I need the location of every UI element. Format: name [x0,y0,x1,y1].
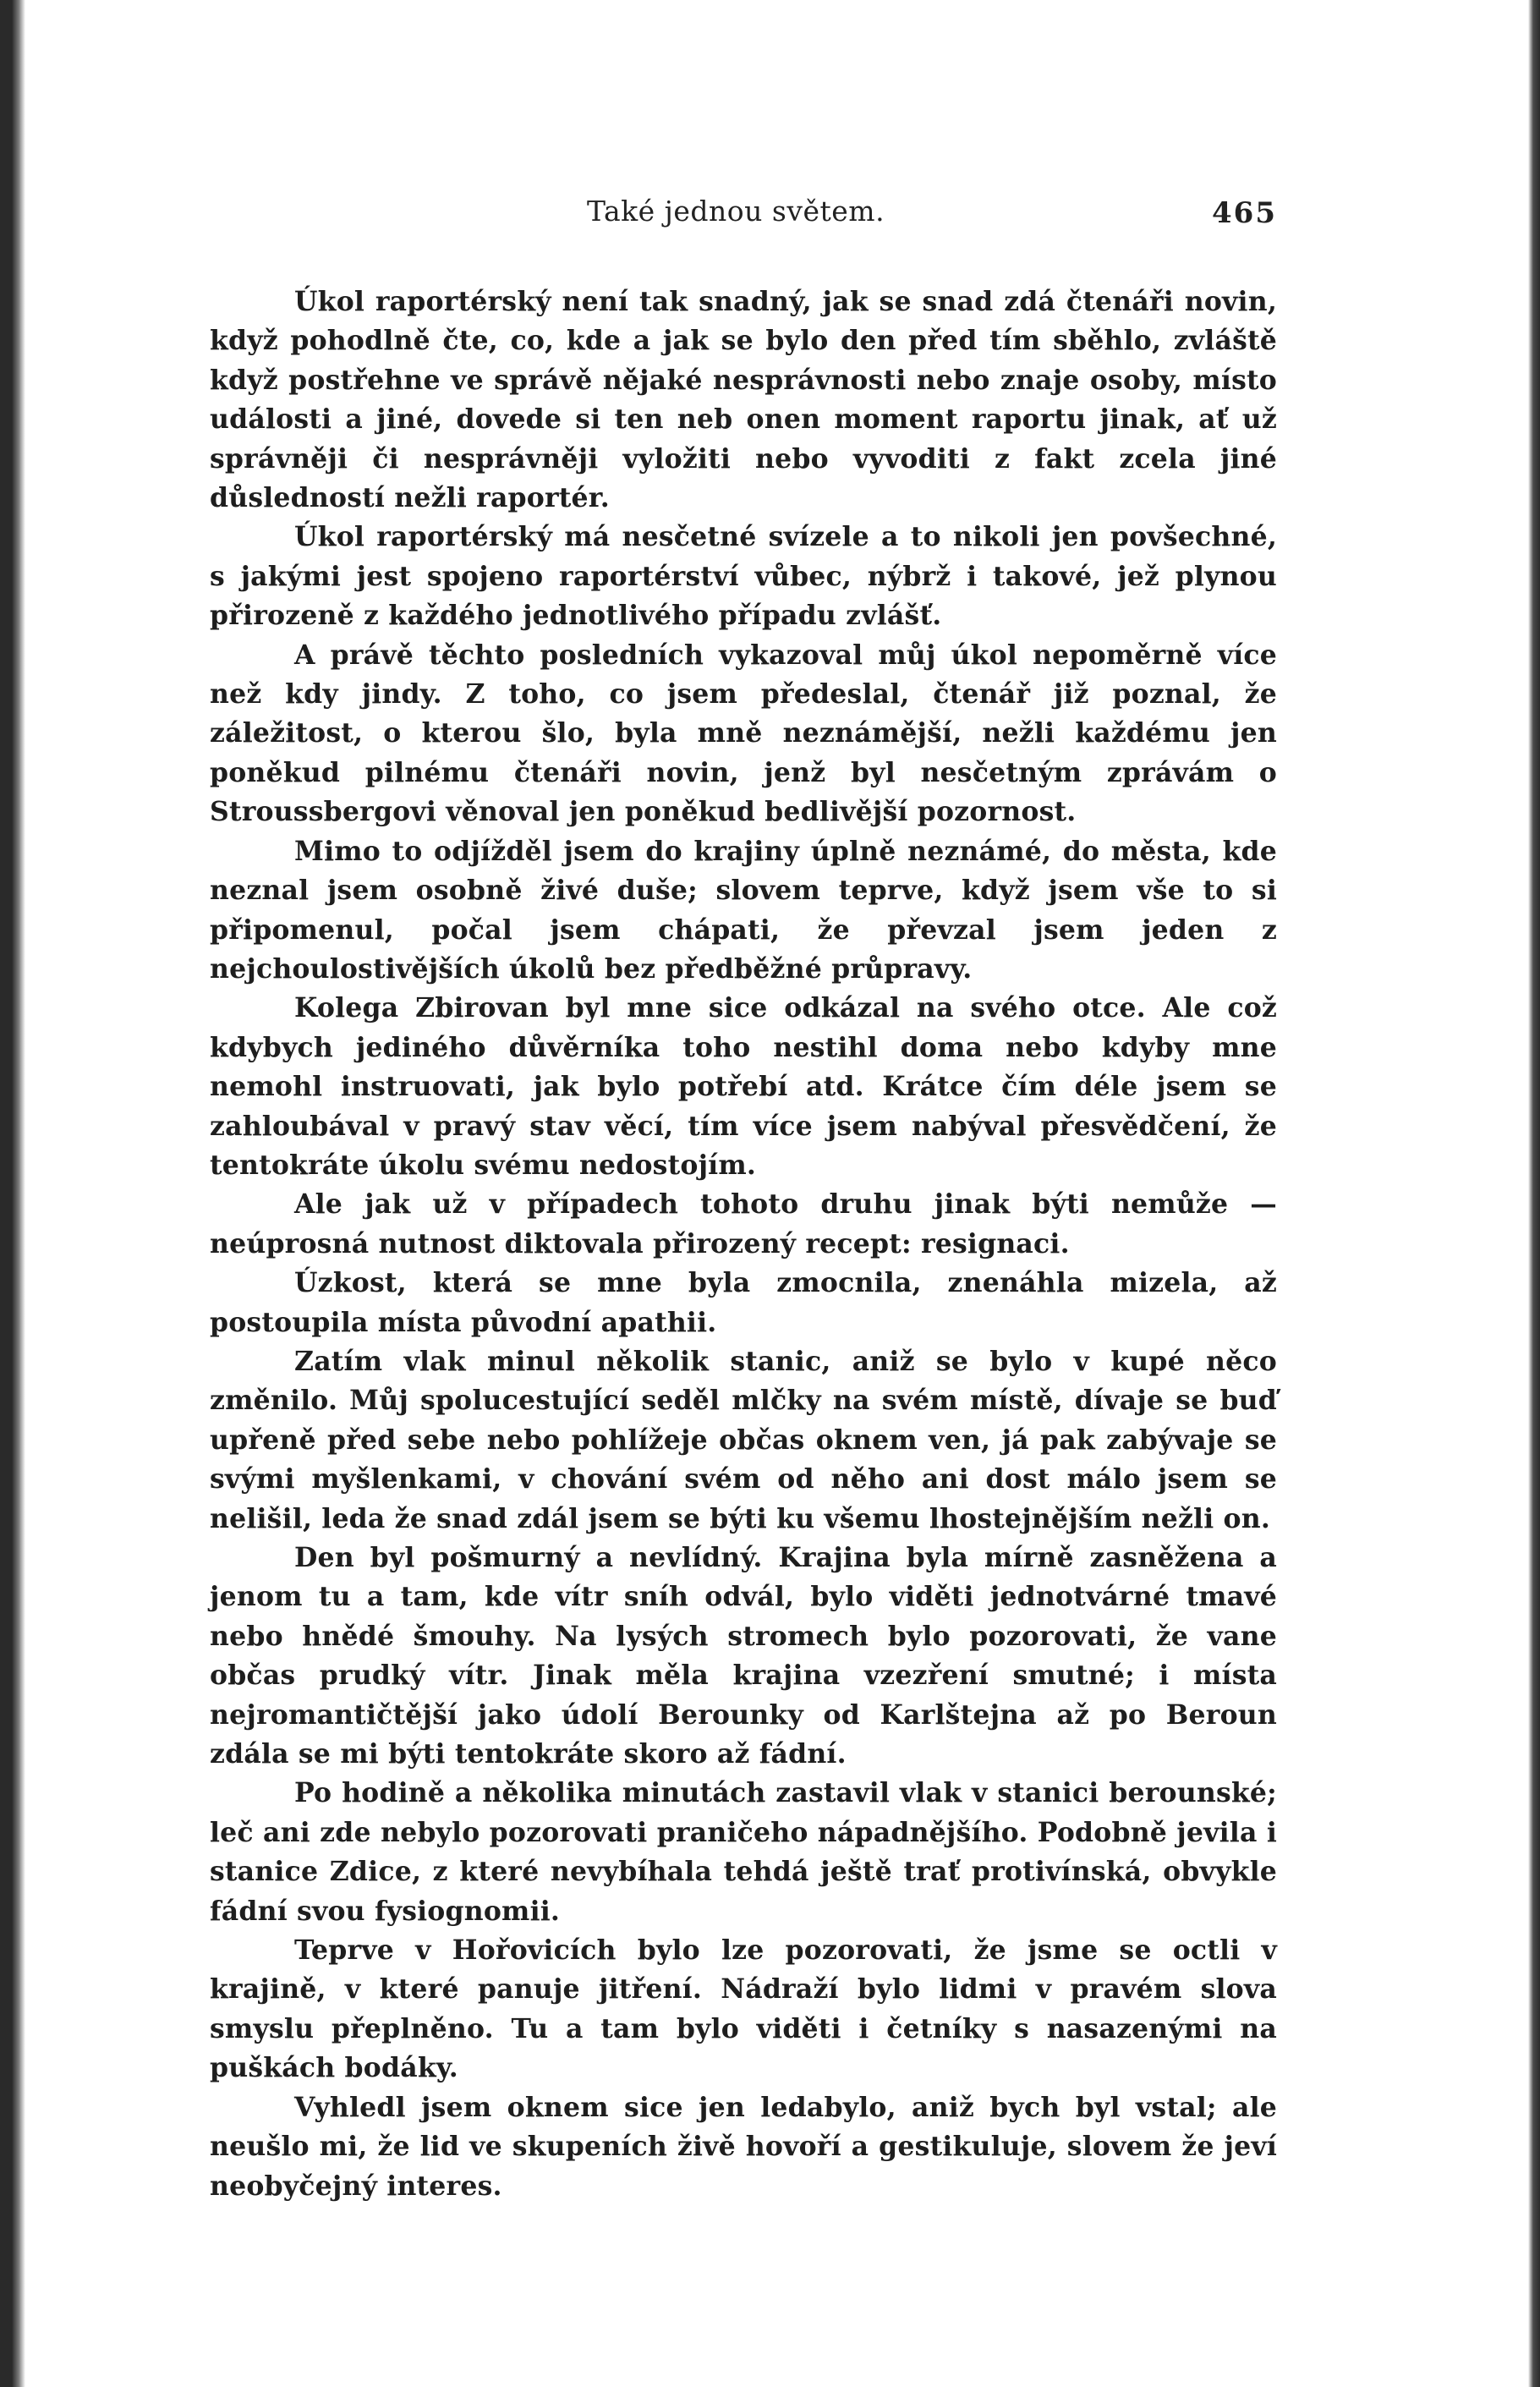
paragraph: Po hodině a několika minutách zastavil vlak v stanici berounské; leč ani zde nebylo pozorovati praničeho nápadnějšího. Podobně jevila i stanice Zdice, z které nevybíhala tehdá ještě trať protivínská, obvykle fádní svou fysiognomii. [210,1777,1277,1927]
paragraph: A právě těchto posledních vykazoval můj úkol nepoměrně více než kdy jindy. Z toho, co jsem předeslal, čtenář již poznal, že záležitost, o kterou šlo, byla mně neznámější, nežli každému jen poněkud pilnému čtenáři novin, jenž byl nesčetným zprávám o Stroussbergovi věnoval jen poněkud bedlivější pozornost. [210,639,1277,828]
paragraph: Zatím vlak minul několik stanic, aniž se bylo v kupé něco změnilo. Můj spolucestující seděl mlčky na svém místě, dívaje se buď upřeně před sebe nebo pohlížeje občas oknem ven, já pak zabývaje se svými myšlenkami, v chování svém od něho ani dost málo jsem se nelišil, leda že snad zdál jsem se býti ku všemu lhostejnějším nežli on. [210,1345,1277,1534]
paragraph: Úkol raportérský má nesčetné svízele a to nikoli jen povšechné, s jakými jest spojeno raportérství vůbec, nýbrž i takové, jež plynou přirozeně z každého jednotlivého případu zvlášť. [210,521,1277,632]
paragraph: Den byl pošmurný a nevlídný. Krajina byla mírně zasněžena a jenom tu a tam, kde vítr sníh odvál, bylo viděti jednotvárné tmavé nebo hnědé šmouhy. Na lysých stromech bylo pozorovati, že vane občas prudký vítr. Jinak měla krajina vzezření smutné; i místa nejromantičtější jako údolí Berounky od Karlštejna až po Beroun zdála se mi býti tentokráte skoro až fádní. [210,1542,1277,1770]
paragraph: Teprve v Hořovicích bylo lze pozorovati, že jsme se octli v krajině, v které panuje jitření. Nádraží bylo lidmi v pravém slova smyslu přeplněno. Tu a tam bylo viděti i četníky s nasazenými na puškách bodáky. [210,1934,1277,2084]
scan-right-edge [1528,0,1540,2387]
book-page [210,195,1277,2206]
body-text [210,283,1277,2206]
running-head [210,195,1277,245]
paragraph: Úkol raportérský není tak snadný, jak se snad zdá čtenáři novin, když pohodlně čte, co, kde a jak se bylo den před tím sběhlo, zvláště když postřehne ve správě nějaké nesprávnosti nebo znaje osoby, místo události a jiné, dovede si ten neb onen moment raportu jinak, ať už správněji či nesprávněji vyložiti nebo vyvoditi z fakt zcela jiné důsledností nežli raportér. [210,286,1277,514]
paragraph: Úzkost, která se mne byla zmocnila, znenáhla mizela, až postoupila místa původní apathii. [210,1267,1277,1338]
paragraph: Mimo to odjížděl jsem do krajiny úplně neznámé, do města, kde neznal jsem osobně živé duše; slovem teprve, když jsem vše to si připomenul, počal jsem chápati, že převzal jsem jeden z nejchoulostivějších úkolů bez předběžné průpravy. [210,835,1277,985]
paragraph: Vyhledl jsem oknem sice jen ledabylo, aniž bych byl vstal; ale neušlo mi, že lid ve skupeních živě hovoří a gestikuluje, slovem že jeví neobyčejný interes. [210,2091,1277,2202]
page-number: 465 [1212,196,1277,230]
scan-left-edge [0,0,25,2387]
running-title: Také jednou světem. [587,195,885,228]
paragraph: Ale jak už v případech tohoto druhu jinak býti nemůže — neúprosná nutnost diktovala přirozený recept: resignaci. [210,1188,1277,1259]
paragraph: Kolega Zbirovan byl mne sice odkázal na svého otce. Ale což kdybych jediného důvěrníka toho nestihl doma nebo kdyby mne nemohl instruovati, jak bylo potřebí atd. Krátce čím déle jsem se zahloubával v pravý stav věcí, tím více jsem nabýval přesvědčení, že tentokráte úkolu svému nedostojím. [210,992,1277,1181]
